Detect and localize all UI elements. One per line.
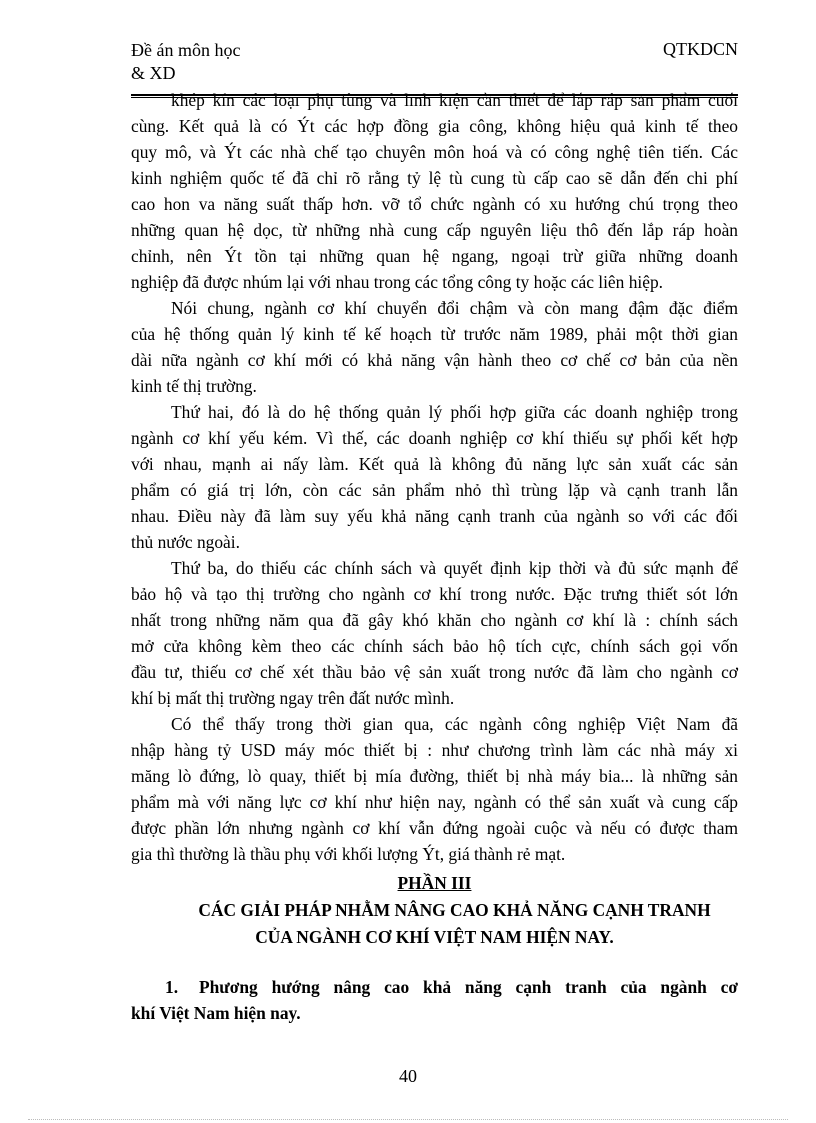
paragraph xyxy=(131,295,738,399)
text-line: kinh tế thị trường. xyxy=(131,376,257,396)
text-line: những quan hệ dọc, từ những nhà cung cấp nguyên liệu thô đến lắp ráp hoàn xyxy=(131,220,738,240)
text-line: thủ nước ngoài. xyxy=(131,532,240,552)
text-line: bảo hộ và tạo thị trường cho ngành cơ khí trong nước. Đặc trưng thiết sót lớn xyxy=(131,584,738,604)
text-line: với nhau, mạnh ai nấy làm. Kết quả là không đủ năng lực sản xuất các sản xyxy=(131,454,738,474)
text-line: của hệ thống quản lý kinh tế kế hoạch từ trước năm 1989, phải một thời gian xyxy=(131,324,738,344)
course-subtitle: & XD xyxy=(131,63,176,83)
course-title: Đề án môn học xyxy=(131,40,241,60)
text-line: dài nữa ngành cơ khí mới có khả năng vận hành theo cơ chế cơ bản của nền xyxy=(131,350,738,370)
text-line: đầu tư, thiếu cơ chế xét thầu bảo vệ sản xuất trong nước đã làm cho ngành cơ xyxy=(131,662,738,682)
text-line: phẩm có giá trị lớn, còn các sản phẩm nhỏ thì trùng lặp và cạnh tranh lẫn xyxy=(131,480,738,500)
section-title-line-1: CÁC GIẢI PHÁP NHẰM NÂNG CAO KHẢ NĂNG CẠNH TRANH xyxy=(198,900,711,920)
page-bottom-border xyxy=(28,1119,788,1120)
subsection-text: Phương hướng nâng cao khả năng cạnh tranh của ngành cơ xyxy=(199,977,738,997)
text-line: Thứ ba, do thiếu các chính sách và quyết định kịp thời và đủ sức mạnh để xyxy=(171,558,738,578)
text-line: nhau. Điều này đã làm suy yếu khả năng cạnh tranh của ngành so với các đối xyxy=(131,506,738,526)
text-line: ngành cơ khí yếu kém. Vì thế, các doanh nghiệp cơ khí thiếu sự phối kết hợp xyxy=(131,428,738,448)
text-line: Thứ hai, đó là do hệ thống quản lý phối hợp giữa các doanh nghiệp trong xyxy=(171,402,738,422)
text-line: quy mô, và Ýt các nhà chế tạo chuyên môn hoá và có công nghệ tiên tiến. Các xyxy=(131,142,738,162)
subsection-heading-line-2: khí Việt Nam hiện nay. xyxy=(131,1003,301,1023)
text-line: cùng. Kết quả là có Ýt các hợp đồng gia công, không hiệu quả kinh tế theo xyxy=(131,116,738,136)
paragraphs xyxy=(131,87,738,867)
text-line: phẩm mà với năng lực cơ khí như hiện nay, ngành có thể sản xuất và cung cấp xyxy=(131,792,738,812)
text-line: nhập hàng tỷ USD máy móc thiết bị : như chương trình làm các nhà máy xi xyxy=(131,740,738,760)
subsection-number: 1. xyxy=(165,977,179,997)
text-line: kinh nghiệm quốc tế đã chỉ rõ rằng tỷ lệ tù cung tù cấp cao sẽ dẫn đến chi phí xyxy=(131,168,738,188)
text-line: măng lò đứng, lò quay, thiết bị mía đường, thiết bị nhà máy bia... là những sản xyxy=(131,766,738,786)
paragraph xyxy=(131,711,738,867)
page-number: 40 xyxy=(399,1066,417,1086)
paragraph xyxy=(131,399,738,555)
text-line: nhất trong những năm qua đã gây khó khăn cho ngành cơ khí là : chính sách xyxy=(131,610,738,630)
paragraph xyxy=(131,555,738,711)
header-left xyxy=(131,39,240,85)
section-label-text: PHẦN III xyxy=(397,873,472,893)
subsection-heading-line-1 xyxy=(131,974,738,1000)
text-line: gia thì thường là thầu phụ với khối lượng Ýt, giá thành rẻ mạt. xyxy=(131,844,566,864)
text-line: Nói chung, ngành cơ khí chuyển đổi chậm và còn mang đậm đặc điểm xyxy=(171,298,738,318)
section-label xyxy=(131,870,738,897)
section-title-line-2: CỦA NGÀNH CƠ KHÍ VIỆT NAM HIỆN NAY. xyxy=(255,927,614,947)
text-line: mở cửa không kèm theo các chính sách bảo hộ tích cực, chính sách gọi vốn xyxy=(131,636,738,656)
text-line: được phần lớn nhưng ngành cơ khí vẫn đứng ngoài cuộc và nếu có được tham xyxy=(131,818,738,838)
text-line: cao hon va năng suất thấp hơn. vỡ tổ chức ngành có xu hướng chú trọng theo xyxy=(131,194,738,214)
text-line: nghiệp đã được nhúm lại với nhau trong các tổng công ty hoặc các liên hiệp. xyxy=(131,272,663,292)
text-line: chỉnh, nên Ýt tồn tại những quan hệ ngang, ngoại trừ giữa những doanh xyxy=(131,246,738,266)
text-line: Có thể thấy trong thời gian qua, các ngành công nghiệp Việt Nam đã xyxy=(171,714,738,734)
paragraph xyxy=(131,87,738,295)
header-right: QTKDCN xyxy=(663,39,738,59)
text-line: khí bị mất thị trường ngay trên đất nước mình. xyxy=(131,688,455,708)
document-body xyxy=(131,87,738,1026)
text-line: khép kín các loại phụ tùng và linh kiện cần thiết để lắp ráp sản phẩm cuối xyxy=(171,90,738,110)
